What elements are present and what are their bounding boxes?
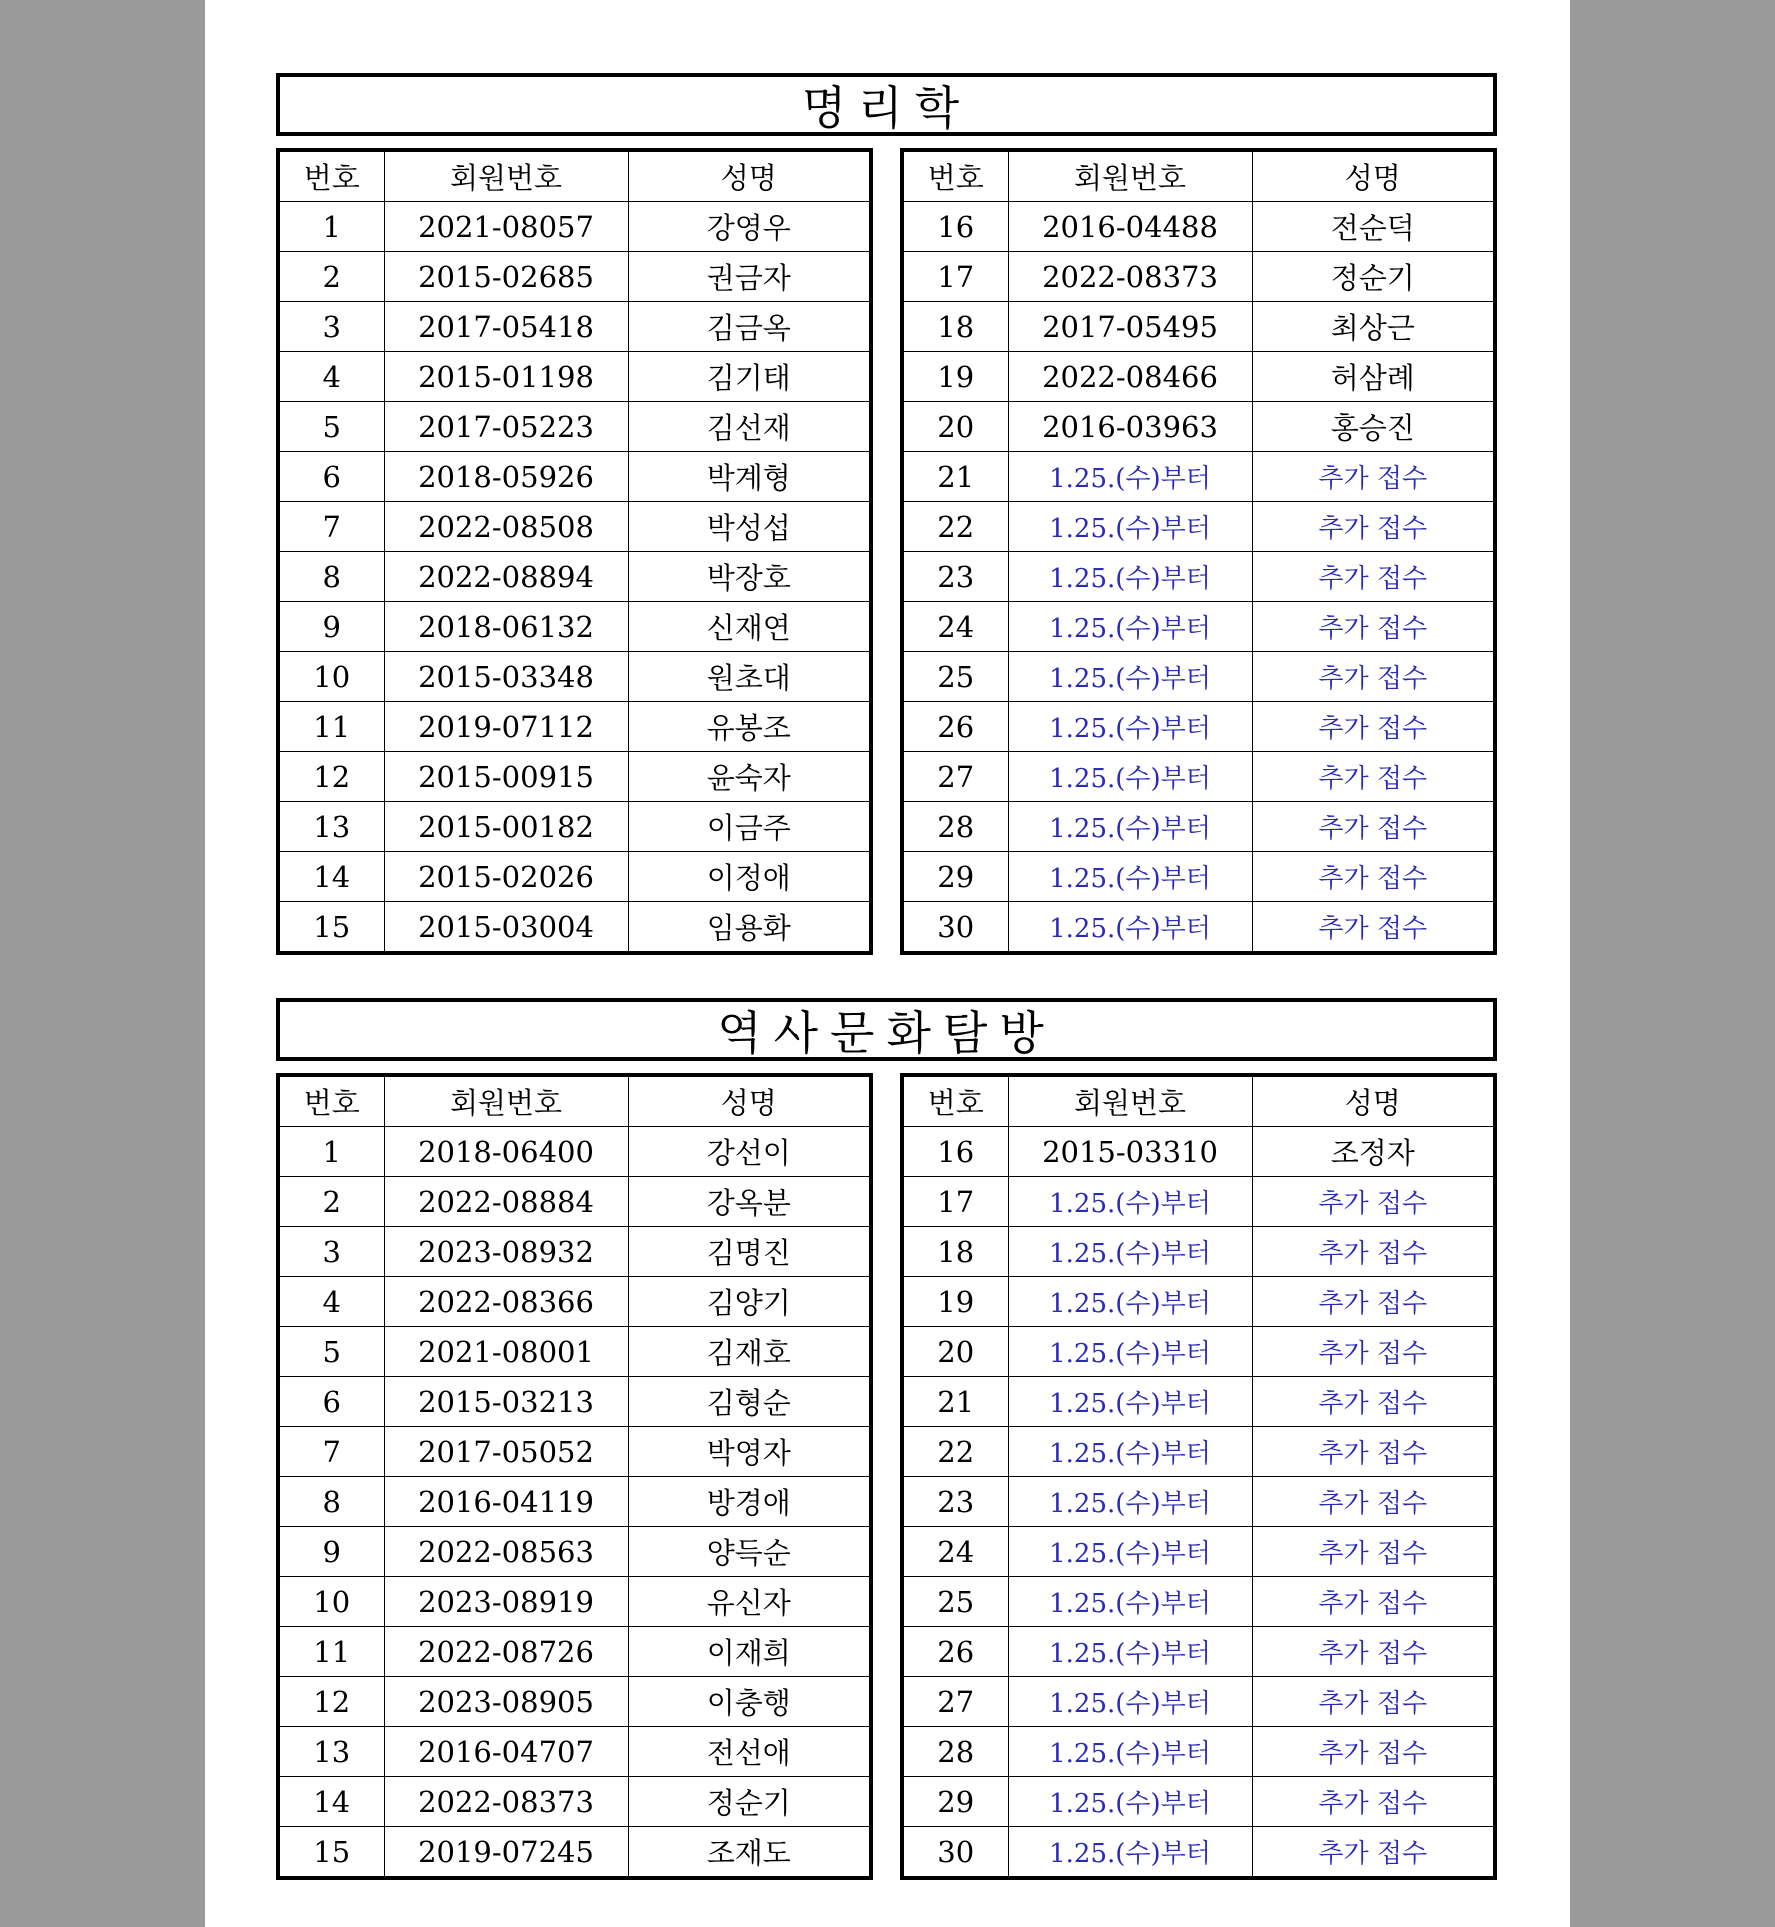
cell-member-no: 1.25.(수)부터: [1008, 1527, 1252, 1577]
roster-table-left: [276, 148, 873, 955]
table-row: [278, 652, 871, 702]
cell-member-no: 1.25.(수)부터: [1008, 1277, 1252, 1327]
table-row: [902, 452, 1495, 502]
cell-no: 24: [902, 602, 1008, 652]
table-row: [902, 852, 1495, 902]
cell-member-no: 1.25.(수)부터: [1008, 1577, 1252, 1627]
section-title: 역사문화탐방: [276, 998, 1497, 1061]
roster-table-right: [900, 1073, 1497, 1880]
cell-no: 28: [902, 1727, 1008, 1777]
cell-no: 18: [902, 1227, 1008, 1277]
cell-name: 추가 접수: [1252, 1377, 1495, 1427]
table-row: [902, 252, 1495, 302]
cell-member-no: 2021-08057: [384, 202, 628, 252]
table-row: [278, 1677, 871, 1727]
cell-member-no: 2023-08905: [384, 1677, 628, 1727]
table-row: [902, 902, 1495, 954]
cell-no: 8: [278, 1477, 384, 1527]
cell-name: 정순기: [628, 1777, 871, 1827]
table-row: [278, 452, 871, 502]
cell-no: 20: [902, 1327, 1008, 1377]
table-row: [278, 552, 871, 602]
header-name: 성명: [628, 1075, 871, 1127]
table-row: [902, 1427, 1495, 1477]
cell-name: 정순기: [1252, 252, 1495, 302]
table-row: [278, 502, 871, 552]
cell-member-no: 1.25.(수)부터: [1008, 1327, 1252, 1377]
cell-no: 18: [902, 302, 1008, 352]
table-row: [902, 752, 1495, 802]
cell-name: 원초대: [628, 652, 871, 702]
cell-no: 23: [902, 552, 1008, 602]
cell-name: 추가 접수: [1252, 1577, 1495, 1627]
table-row: [278, 602, 871, 652]
cell-name: 추가 접수: [1252, 1627, 1495, 1677]
header-member-no: 회원번호: [1008, 150, 1252, 202]
table-row: [278, 1827, 871, 1879]
cell-no: 19: [902, 352, 1008, 402]
cell-name: 허삼례: [1252, 352, 1495, 402]
cell-member-no: 1.25.(수)부터: [1008, 452, 1252, 502]
cell-name: 추가 접수: [1252, 1727, 1495, 1777]
cell-no: 26: [902, 1627, 1008, 1677]
cell-no: 5: [278, 1327, 384, 1377]
cell-member-no: 1.25.(수)부터: [1008, 1477, 1252, 1527]
table-row: [902, 1627, 1495, 1677]
cell-member-no: 2017-05418: [384, 302, 628, 352]
cell-name: 양득순: [628, 1527, 871, 1577]
cell-no: 25: [902, 1577, 1008, 1627]
table-row: [902, 1177, 1495, 1227]
cell-name: 강옥분: [628, 1177, 871, 1227]
cell-member-no: 2023-08919: [384, 1577, 628, 1627]
cell-no: 29: [902, 1777, 1008, 1827]
cell-no: 19: [902, 1277, 1008, 1327]
table-row: [902, 802, 1495, 852]
cell-member-no: 2021-08001: [384, 1327, 628, 1377]
cell-member-no: 2022-08894: [384, 552, 628, 602]
cell-no: 9: [278, 602, 384, 652]
cell-no: 1: [278, 1127, 384, 1177]
cell-name: 김기태: [628, 352, 871, 402]
table-row: [278, 1777, 871, 1827]
header-no: 번호: [278, 150, 384, 202]
table-row: [902, 1327, 1495, 1377]
cell-member-no: 1.25.(수)부터: [1008, 602, 1252, 652]
cell-member-no: 1.25.(수)부터: [1008, 652, 1252, 702]
cell-name: 전순덕: [1252, 202, 1495, 252]
cell-name: 임용화: [628, 902, 871, 954]
cell-no: 22: [902, 502, 1008, 552]
cell-member-no: 1.25.(수)부터: [1008, 1627, 1252, 1677]
cell-member-no: 2022-08466: [1008, 352, 1252, 402]
cell-member-no: 2015-03213: [384, 1377, 628, 1427]
cell-name: 권금자: [628, 252, 871, 302]
cell-no: 21: [902, 1377, 1008, 1427]
cell-name: 추가 접수: [1252, 1227, 1495, 1277]
table-row: [278, 1327, 871, 1377]
roster-table-left: [276, 1073, 873, 1880]
cell-no: 21: [902, 452, 1008, 502]
header-name: 성명: [628, 150, 871, 202]
header-name: 성명: [1252, 1075, 1495, 1127]
header-row: [278, 1075, 871, 1127]
header-row: [278, 150, 871, 202]
cell-name: 이충행: [628, 1677, 871, 1727]
table-row: [278, 1277, 871, 1327]
header-row: [902, 150, 1495, 202]
cell-no: 13: [278, 1727, 384, 1777]
cell-name: 전선애: [628, 1727, 871, 1777]
cell-name: 박계형: [628, 452, 871, 502]
cell-member-no: 1.25.(수)부터: [1008, 1427, 1252, 1477]
header-member-no: 회원번호: [384, 150, 628, 202]
table-row: [902, 502, 1495, 552]
table-row: [278, 1127, 871, 1177]
document-page: [205, 0, 1570, 1927]
cell-no: 2: [278, 252, 384, 302]
cell-no: 14: [278, 852, 384, 902]
cell-name: 김명진: [628, 1227, 871, 1277]
cell-no: 3: [278, 1227, 384, 1277]
cell-name: 추가 접수: [1252, 1427, 1495, 1477]
cell-name: 이정애: [628, 852, 871, 902]
cell-member-no: 2015-03310: [1008, 1127, 1252, 1177]
table-row: [278, 702, 871, 752]
table-row: [278, 302, 871, 352]
cell-member-no: 2022-08726: [384, 1627, 628, 1677]
cell-name: 박장호: [628, 552, 871, 602]
cell-name: 추가 접수: [1252, 1277, 1495, 1327]
cell-no: 24: [902, 1527, 1008, 1577]
cell-no: 30: [902, 902, 1008, 954]
cell-no: 12: [278, 1677, 384, 1727]
cell-name: 최상근: [1252, 302, 1495, 352]
table-row: [278, 1527, 871, 1577]
cell-name: 박성섭: [628, 502, 871, 552]
cell-member-no: 2015-03004: [384, 902, 628, 954]
cell-no: 3: [278, 302, 384, 352]
table-row: [902, 1477, 1495, 1527]
cell-name: 김양기: [628, 1277, 871, 1327]
cell-no: 22: [902, 1427, 1008, 1477]
table-row: [278, 1627, 871, 1677]
cell-name: 김선재: [628, 402, 871, 452]
cell-name: 강선이: [628, 1127, 871, 1177]
cell-name: 추가 접수: [1252, 652, 1495, 702]
cell-no: 6: [278, 1377, 384, 1427]
table-row: [902, 1777, 1495, 1827]
table-row: [278, 1477, 871, 1527]
cell-name: 추가 접수: [1252, 552, 1495, 602]
cell-no: 14: [278, 1777, 384, 1827]
cell-no: 28: [902, 802, 1008, 852]
cell-member-no: 2015-01198: [384, 352, 628, 402]
cell-member-no: 2016-04707: [384, 1727, 628, 1777]
table-row: [902, 302, 1495, 352]
cell-no: 27: [902, 1677, 1008, 1727]
cell-name: 김금옥: [628, 302, 871, 352]
cell-member-no: 1.25.(수)부터: [1008, 1377, 1252, 1427]
cell-name: 추가 접수: [1252, 1827, 1495, 1879]
cell-member-no: 2022-08563: [384, 1527, 628, 1577]
cell-member-no: 2018-06400: [384, 1127, 628, 1177]
table-row: [278, 1227, 871, 1277]
cell-no: 12: [278, 752, 384, 802]
cell-name: 홍승진: [1252, 402, 1495, 452]
cell-member-no: 2022-08373: [384, 1777, 628, 1827]
cell-no: 6: [278, 452, 384, 502]
table-row: [902, 1577, 1495, 1627]
table-row: [902, 702, 1495, 752]
table-row: [902, 1677, 1495, 1727]
cell-name: 조정자: [1252, 1127, 1495, 1177]
cell-member-no: 2015-00915: [384, 752, 628, 802]
cell-name: 추가 접수: [1252, 1777, 1495, 1827]
cell-no: 20: [902, 402, 1008, 452]
cell-no: 11: [278, 702, 384, 752]
cell-no: 15: [278, 902, 384, 954]
cell-member-no: 1.25.(수)부터: [1008, 502, 1252, 552]
cell-member-no: 2015-03348: [384, 652, 628, 702]
cell-no: 13: [278, 802, 384, 852]
cell-no: 2: [278, 1177, 384, 1227]
table-row: [278, 752, 871, 802]
table-row: [902, 202, 1495, 252]
cell-name: 추가 접수: [1252, 752, 1495, 802]
cell-no: 17: [902, 252, 1008, 302]
table-row: [902, 602, 1495, 652]
cell-member-no: 1.25.(수)부터: [1008, 1777, 1252, 1827]
cell-name: 추가 접수: [1252, 1327, 1495, 1377]
table-row: [902, 552, 1495, 602]
header-name: 성명: [1252, 150, 1495, 202]
table-row: [278, 202, 871, 252]
table-row: [278, 402, 871, 452]
cell-no: 27: [902, 752, 1008, 802]
cell-no: 29: [902, 852, 1008, 902]
cell-member-no: 2018-05926: [384, 452, 628, 502]
table-row: [278, 802, 871, 852]
table-row: [902, 1377, 1495, 1427]
cell-member-no: 1.25.(수)부터: [1008, 752, 1252, 802]
cell-member-no: 2016-04488: [1008, 202, 1252, 252]
table-row: [902, 1827, 1495, 1879]
cell-no: 10: [278, 1577, 384, 1627]
cell-no: 26: [902, 702, 1008, 752]
section-title: 명리학: [276, 73, 1497, 136]
cell-name: 추가 접수: [1252, 852, 1495, 902]
cell-no: 15: [278, 1827, 384, 1879]
cell-member-no: 2017-05052: [384, 1427, 628, 1477]
table-row: [278, 352, 871, 402]
cell-name: 추가 접수: [1252, 1677, 1495, 1727]
cell-name: 추가 접수: [1252, 1177, 1495, 1227]
cell-name: 김재호: [628, 1327, 871, 1377]
cell-member-no: 2016-04119: [384, 1477, 628, 1527]
cell-name: 방경애: [628, 1477, 871, 1527]
cell-member-no: 1.25.(수)부터: [1008, 1177, 1252, 1227]
cell-name: 추가 접수: [1252, 702, 1495, 752]
cell-member-no: 1.25.(수)부터: [1008, 802, 1252, 852]
roster-table-right: [900, 148, 1497, 955]
table-row: [902, 1227, 1495, 1277]
cell-name: 추가 접수: [1252, 902, 1495, 954]
cell-member-no: 2018-06132: [384, 602, 628, 652]
cell-name: 추가 접수: [1252, 602, 1495, 652]
cell-member-no: 1.25.(수)부터: [1008, 552, 1252, 602]
cell-name: 조재도: [628, 1827, 871, 1879]
cell-member-no: 2019-07112: [384, 702, 628, 752]
cell-name: 김형순: [628, 1377, 871, 1427]
table-row: [902, 1527, 1495, 1577]
header-no: 번호: [902, 150, 1008, 202]
cell-name: 강영우: [628, 202, 871, 252]
cell-name: 유봉조: [628, 702, 871, 752]
cell-no: 10: [278, 652, 384, 702]
table-row: [902, 1727, 1495, 1777]
header-member-no: 회원번호: [384, 1075, 628, 1127]
cell-name: 유신자: [628, 1577, 871, 1627]
cell-name: 추가 접수: [1252, 1527, 1495, 1577]
cell-member-no: 2023-08932: [384, 1227, 628, 1277]
cell-no: 4: [278, 352, 384, 402]
table-row: [278, 852, 871, 902]
cell-no: 7: [278, 1427, 384, 1477]
cell-no: 5: [278, 402, 384, 452]
cell-member-no: 2017-05223: [384, 402, 628, 452]
cell-member-no: 2015-02685: [384, 252, 628, 302]
cell-member-no: 1.25.(수)부터: [1008, 852, 1252, 902]
cell-member-no: 1.25.(수)부터: [1008, 1727, 1252, 1777]
cell-no: 23: [902, 1477, 1008, 1527]
cell-member-no: 2015-00182: [384, 802, 628, 852]
cell-no: 7: [278, 502, 384, 552]
cell-name: 추가 접수: [1252, 1477, 1495, 1527]
cell-member-no: 2022-08373: [1008, 252, 1252, 302]
cell-name: 추가 접수: [1252, 502, 1495, 552]
cell-name: 박영자: [628, 1427, 871, 1477]
cell-no: 1: [278, 202, 384, 252]
header-member-no: 회원번호: [1008, 1075, 1252, 1127]
cell-no: 16: [902, 202, 1008, 252]
table-row: [278, 1427, 871, 1477]
cell-member-no: 1.25.(수)부터: [1008, 1227, 1252, 1277]
table-row: [278, 252, 871, 302]
cell-name: 추가 접수: [1252, 802, 1495, 852]
cell-name: 추가 접수: [1252, 452, 1495, 502]
cell-member-no: 2015-02026: [384, 852, 628, 902]
table-row: [902, 1127, 1495, 1177]
header-no: 번호: [278, 1075, 384, 1127]
table-row: [278, 1377, 871, 1427]
cell-member-no: 1.25.(수)부터: [1008, 702, 1252, 752]
cell-no: 25: [902, 652, 1008, 702]
cell-name: 신재연: [628, 602, 871, 652]
cell-member-no: 1.25.(수)부터: [1008, 1827, 1252, 1879]
cell-name: 이재희: [628, 1627, 871, 1677]
cell-no: 30: [902, 1827, 1008, 1879]
table-row: [902, 1277, 1495, 1327]
table-row: [278, 1177, 871, 1227]
table-row: [278, 1577, 871, 1627]
cell-member-no: 2017-05495: [1008, 302, 1252, 352]
header-row: [902, 1075, 1495, 1127]
table-row: [278, 902, 871, 954]
table-row: [278, 1727, 871, 1777]
cell-member-no: 1.25.(수)부터: [1008, 1677, 1252, 1727]
cell-member-no: 2019-07245: [384, 1827, 628, 1879]
cell-member-no: 2022-08508: [384, 502, 628, 552]
cell-no: 4: [278, 1277, 384, 1327]
table-row: [902, 652, 1495, 702]
cell-member-no: 2016-03963: [1008, 402, 1252, 452]
cell-no: 9: [278, 1527, 384, 1577]
cell-name: 이금주: [628, 802, 871, 852]
table-row: [902, 402, 1495, 452]
header-no: 번호: [902, 1075, 1008, 1127]
cell-member-no: 1.25.(수)부터: [1008, 902, 1252, 954]
cell-no: 11: [278, 1627, 384, 1677]
cell-no: 8: [278, 552, 384, 602]
cell-member-no: 2022-08884: [384, 1177, 628, 1227]
cell-name: 윤숙자: [628, 752, 871, 802]
table-row: [902, 352, 1495, 402]
cell-no: 17: [902, 1177, 1008, 1227]
cell-member-no: 2022-08366: [384, 1277, 628, 1327]
cell-no: 16: [902, 1127, 1008, 1177]
